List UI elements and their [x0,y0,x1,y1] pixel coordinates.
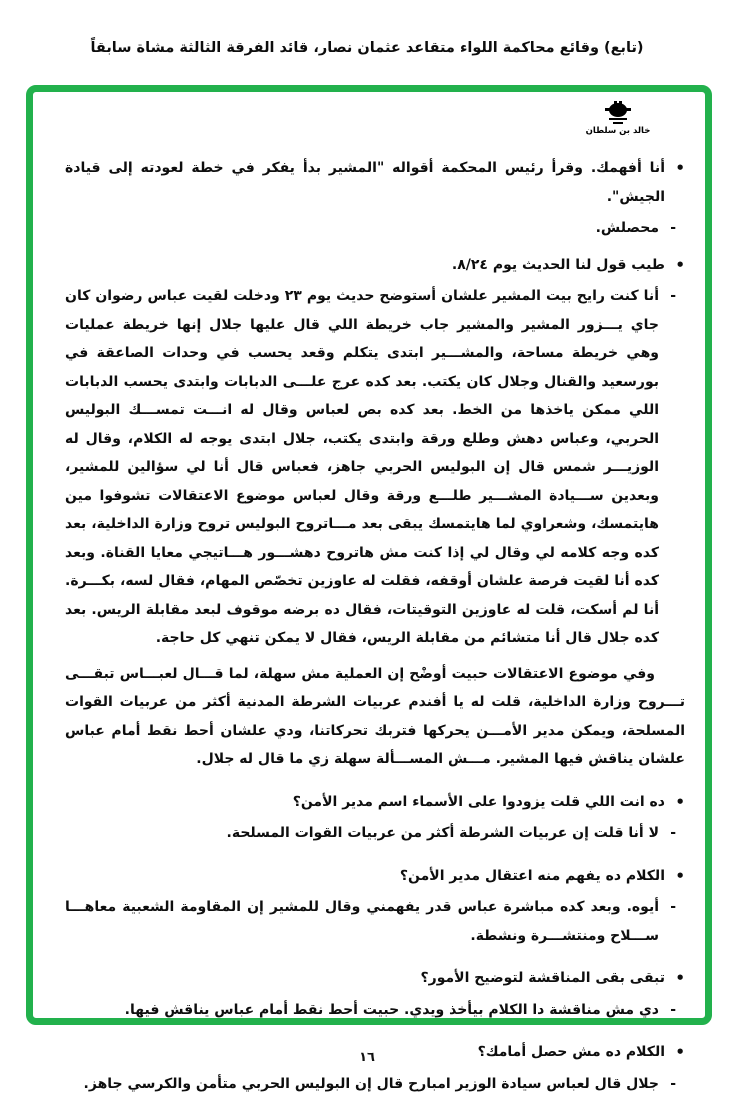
dash-marker: - [659,1070,676,1098]
stamp-emblem-icon [601,100,635,126]
bullet-marker: • [665,154,685,211]
list-item [65,996,685,1025]
list-item [65,862,685,891]
list-item [65,893,685,950]
dialogue-text: أنا كنت رايح بيت المشير علشان أستوضح حديث يوم ٢٣ ودخلت لقيت عباس رضوان كان جاي يـــزور المشير والمشير جاب خريطة اللي قال عليها جلال إنها خريطة عمليات وهي خريطة مساحة، والمشـــير ابتدى يتكلم وقعد يحسب في وحدات الصاعقة في بورسعيد والقنال وجلال كان يكتب. بعد كده عرج علـــى الدبابات وابتدى يحسب الدبابات اللي ممكن ياخذها من الخط. بعد كده بص لعباس وقال له انـــت تمســـك البوليس الحربي، وعباس دهش وطلع ورقة وابتدى يكتب، جلال ابتدى يوجه له الكلام، وقال له الوزيـــر شمس قال إن البوليس الحربي جاهز، فعباس قال أنا لي سؤالين للمشير، وبعدين ســـيادة المشـــير طلـــع ورقة وقال لعباس موضوع الاعتقالات تشوفوا مين هايتمسك، وشعراوي لما هايتمسك يبقى بعد مـــاتروح البوليس تروح وزارة الداخلية، بعد كده وجه كلامه لي وقال لي إذا كنت مش هاتروح دهشـــور هـــاتيجي معايا القناة. وبعد كده أنا لقيت فرصة علشان أوقفه، فقلت له عاوزين تخصّص المهام، فقال لسه، بكـــرة. أنا لم أسكت، قلت له عاوزين التوقيتات، فقال ده برضه موقوف لبعد مقابلة الريس. بعد كده جلال قال أنا متشائم من مقابلة الريس، فقال لا يمكن تنهي كل حاجة. [65,282,659,653]
dash-marker: - [659,819,676,848]
list-item [65,154,685,211]
dash-marker: - [659,282,676,653]
dialogue-text: وفي موضوع الاعتقالات حبيت أوضْح إن العملية مش سهلة، لما قـــال لعبـــاس تبقـــى تـــروح وزارة الداخلية، قلت له يا أفندم عربيات الشرطة المدنية أكثر من عربيات القوات المسلحة، ويمكن مدير الأمـــن يحركها فتربك تحركاتنا، ودي علشان أحط نقط أمام عباس علشان يناقش فيها المشير. مـــش المســـألة سهلة زي ما قال له جلال. [65,660,685,774]
stamp [579,100,657,136]
list-item [65,251,685,280]
dash-marker: - [659,214,676,243]
bullet-marker: • [665,862,685,891]
list-item [65,214,685,243]
list-item [65,282,685,653]
dialogue-text: طيب قول لنا الحديث يوم ٨/٢٤. [65,251,665,280]
list-item [65,1070,685,1098]
dialogue-text: ده انت اللي قلت يزودوا على الأسماء اسم مدير الأمن؟ [65,788,665,817]
bullet-marker: • [665,788,685,817]
stamp-signature-text: خالد بن سلطان [579,126,657,136]
list-item [65,788,685,817]
dialogue-text: أيوه. وبعد كده مباشرة عباس قدر يفهمني وقال للمشير إن المقاومة الشعبية معاهـــا ســـلاح ومنتشـــرة ونشطة. [65,893,659,950]
bullet-marker: • [665,251,685,280]
green-frame [26,85,712,1025]
list-item [65,819,685,848]
dialogue-text: دي مش مناقشة دا الكلام بيأخذ ويدي. حبيت أحط نقط أمام عباس يناقش فيها. [65,996,659,1025]
dialogue-text: محصلش. [65,214,659,243]
dialogue-text: الكلام ده مش حصل أمامك؟ [65,1038,665,1067]
dialogue-text: جلال قال لعباس سيادة الوزير امبارح قال إن البوليس الحربي متأمن والكرسي جاهز. [65,1070,659,1098]
bullet-marker: • [665,964,685,993]
dialogue-list [33,92,705,1098]
dialogue-text: لا أنا قلت إن عربيات الشرطة أكثر من عربيات القوات المسلحة. [65,819,659,848]
dialogue-text: الكلام ده يفهم منه اعتقال مدير الأمن؟ [65,862,665,891]
page-number: ١٦ [0,1050,734,1065]
page-header: (تابع) وقائع محاكمة اللواء متقاعد عثمان نصار، قائد الفرقة الثالثة مشاة سابقاً [0,40,734,56]
dialogue-text: تبقى بقى المناقشة لتوضيح الأمور؟ [65,964,665,993]
bullet-marker: • [665,1038,685,1067]
dialogue-text: أنا أفهمك. وقرأ رئيس المحكمة أقواله "المشير بدأ يفكر في خطة لعودته إلى قيادة الجيش". [65,154,665,211]
list-item [65,660,685,774]
dash-marker: - [659,893,676,950]
list-item [65,964,685,993]
dash-marker: - [659,996,676,1025]
